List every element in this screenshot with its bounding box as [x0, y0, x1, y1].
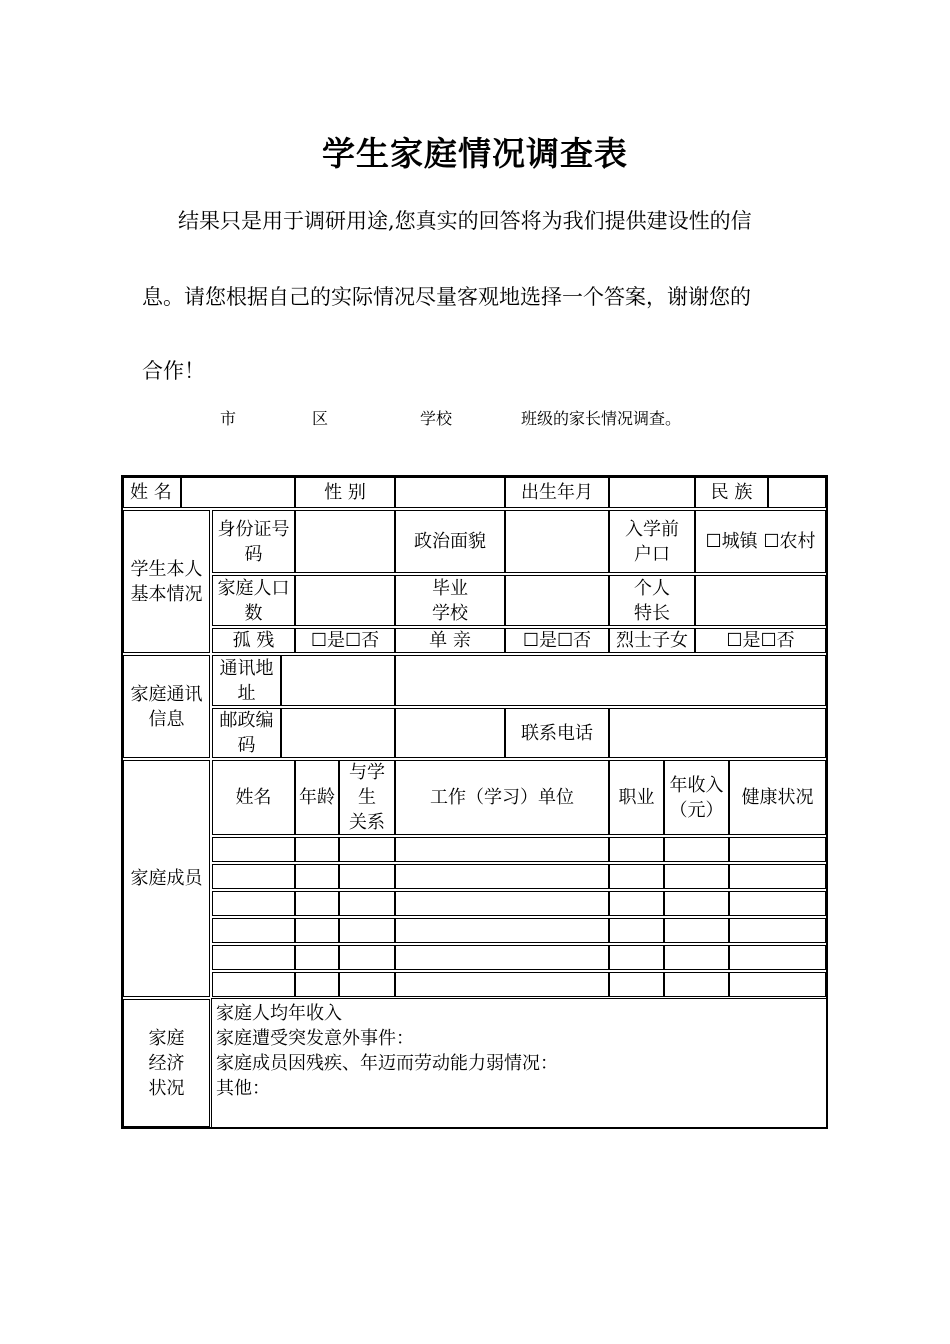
member-cell[interactable] [212, 918, 295, 943]
member-cell[interactable] [212, 837, 295, 862]
member-cell[interactable] [295, 918, 339, 943]
section-economy: 家庭 经济 状况 [123, 999, 210, 1127]
input-birth[interactable] [609, 477, 695, 508]
member-cell[interactable] [212, 945, 295, 970]
label-political: 政治面貌 [395, 510, 505, 573]
member-cell[interactable] [729, 918, 826, 943]
economy-details[interactable] [211, 998, 828, 1129]
member-cell[interactable] [664, 972, 729, 997]
economy-item: 其他： [216, 1078, 270, 1099]
label-specialty: 个人 特长 [609, 575, 695, 626]
label-hukou: 入学前 户口 [609, 510, 695, 573]
member-cell[interactable] [339, 864, 395, 889]
header-income: 年收入 （元） [664, 760, 729, 835]
member-cell[interactable] [609, 837, 664, 862]
input-phone[interactable] [609, 708, 826, 758]
input-postal-a[interactable] [281, 708, 395, 758]
section-contact: 家庭通讯 信息 [123, 655, 210, 758]
label-martyr: 烈士子女 [609, 628, 695, 653]
input-name[interactable] [181, 477, 295, 508]
intro-line-3: 合作！ [142, 359, 205, 383]
header-name: 姓名 [212, 760, 295, 835]
single-parent-options[interactable]: ☐是☐否 [505, 628, 609, 653]
member-cell[interactable] [729, 945, 826, 970]
subtitle-class: 班级的家长情况调查。 [521, 409, 682, 428]
label-ethnic: 民 族 [695, 477, 768, 508]
member-cell[interactable] [729, 891, 826, 916]
label-phone: 联系电话 [505, 708, 609, 758]
header-work-unit: 工作（学习）单位 [395, 760, 609, 835]
member-cell[interactable] [339, 891, 395, 916]
label-birth: 出生年月 [505, 477, 609, 508]
intro-line-2: 息。请您根据自己的实际情况尽量客观地选择一个答案，谢谢您的 [142, 285, 751, 309]
label-name: 姓 名 [123, 477, 181, 508]
member-cell[interactable] [609, 972, 664, 997]
input-graduate-school[interactable] [505, 575, 609, 626]
section-members: 家庭成员 [123, 760, 210, 997]
subtitle-school: 学校 [420, 409, 453, 428]
member-cell[interactable] [395, 945, 609, 970]
label-orphan: 孤 残 [212, 628, 295, 653]
input-gender[interactable] [395, 477, 505, 508]
subtitle-district: 区 [312, 409, 329, 428]
member-cell[interactable] [339, 945, 395, 970]
member-cell[interactable] [395, 972, 609, 997]
member-cell[interactable] [339, 837, 395, 862]
member-cell[interactable] [295, 864, 339, 889]
member-cell[interactable] [609, 891, 664, 916]
member-cell[interactable] [664, 837, 729, 862]
intro-line-1: 结果只是用于调研用途,您真实的回答将为我们提供建设性的信 [178, 209, 752, 233]
input-postal-b[interactable] [395, 708, 505, 758]
member-cell[interactable] [664, 945, 729, 970]
member-cell[interactable] [664, 918, 729, 943]
member-cell[interactable] [212, 972, 295, 997]
member-cell[interactable] [395, 891, 609, 916]
input-id-number[interactable] [295, 510, 395, 573]
label-id-number: 身份证号 码 [212, 510, 295, 573]
member-cell[interactable] [664, 864, 729, 889]
header-health: 健康状况 [729, 760, 826, 835]
label-graduate-school: 毕业 学校 [395, 575, 505, 626]
member-cell[interactable] [729, 837, 826, 862]
economy-item: 家庭成员因残疾、年迈而劳动能力弱情况： [216, 1053, 558, 1074]
header-occupation: 职业 [609, 760, 664, 835]
member-cell[interactable] [395, 918, 609, 943]
page-title: 学生家庭情况调查表 [322, 134, 628, 173]
header-relation: 与学 生 关系 [339, 760, 395, 835]
hukou-options[interactable]: ☐城镇 ☐农村 [695, 510, 826, 573]
input-specialty[interactable] [695, 575, 826, 626]
section-basic: 学生本人 基本情况 [123, 510, 210, 653]
member-cell[interactable] [395, 864, 609, 889]
label-single-parent: 单 亲 [395, 628, 505, 653]
economy-item: 家庭人均年收入 [216, 1003, 342, 1024]
member-cell[interactable] [295, 972, 339, 997]
member-cell[interactable] [295, 891, 339, 916]
input-address-b[interactable] [395, 655, 826, 706]
label-postal: 邮政编 码 [212, 708, 281, 758]
member-cell[interactable] [212, 864, 295, 889]
member-cell[interactable] [339, 972, 395, 997]
member-cell[interactable] [729, 864, 826, 889]
header-age: 年龄 [295, 760, 339, 835]
input-political[interactable] [505, 510, 609, 573]
member-cell[interactable] [295, 945, 339, 970]
member-cell[interactable] [212, 891, 295, 916]
member-cell[interactable] [295, 837, 339, 862]
member-cell[interactable] [609, 864, 664, 889]
member-cell[interactable] [609, 918, 664, 943]
label-gender: 性 别 [295, 477, 395, 508]
input-ethnic[interactable] [768, 477, 826, 508]
economy-item: 家庭遭受突发意外事件： [216, 1028, 414, 1049]
subtitle-city: 市 [220, 409, 237, 428]
member-cell[interactable] [664, 891, 729, 916]
member-cell[interactable] [395, 837, 609, 862]
input-address-a[interactable] [281, 655, 395, 706]
member-cell[interactable] [729, 972, 826, 997]
member-cell[interactable] [609, 945, 664, 970]
martyr-options[interactable]: ☐是☐否 [695, 628, 826, 653]
label-address: 通讯地 址 [212, 655, 281, 706]
orphan-options[interactable]: ☐是☐否 [295, 628, 395, 653]
label-population: 家庭人口 数 [212, 575, 295, 626]
member-cell[interactable] [339, 918, 395, 943]
input-population[interactable] [295, 575, 395, 626]
